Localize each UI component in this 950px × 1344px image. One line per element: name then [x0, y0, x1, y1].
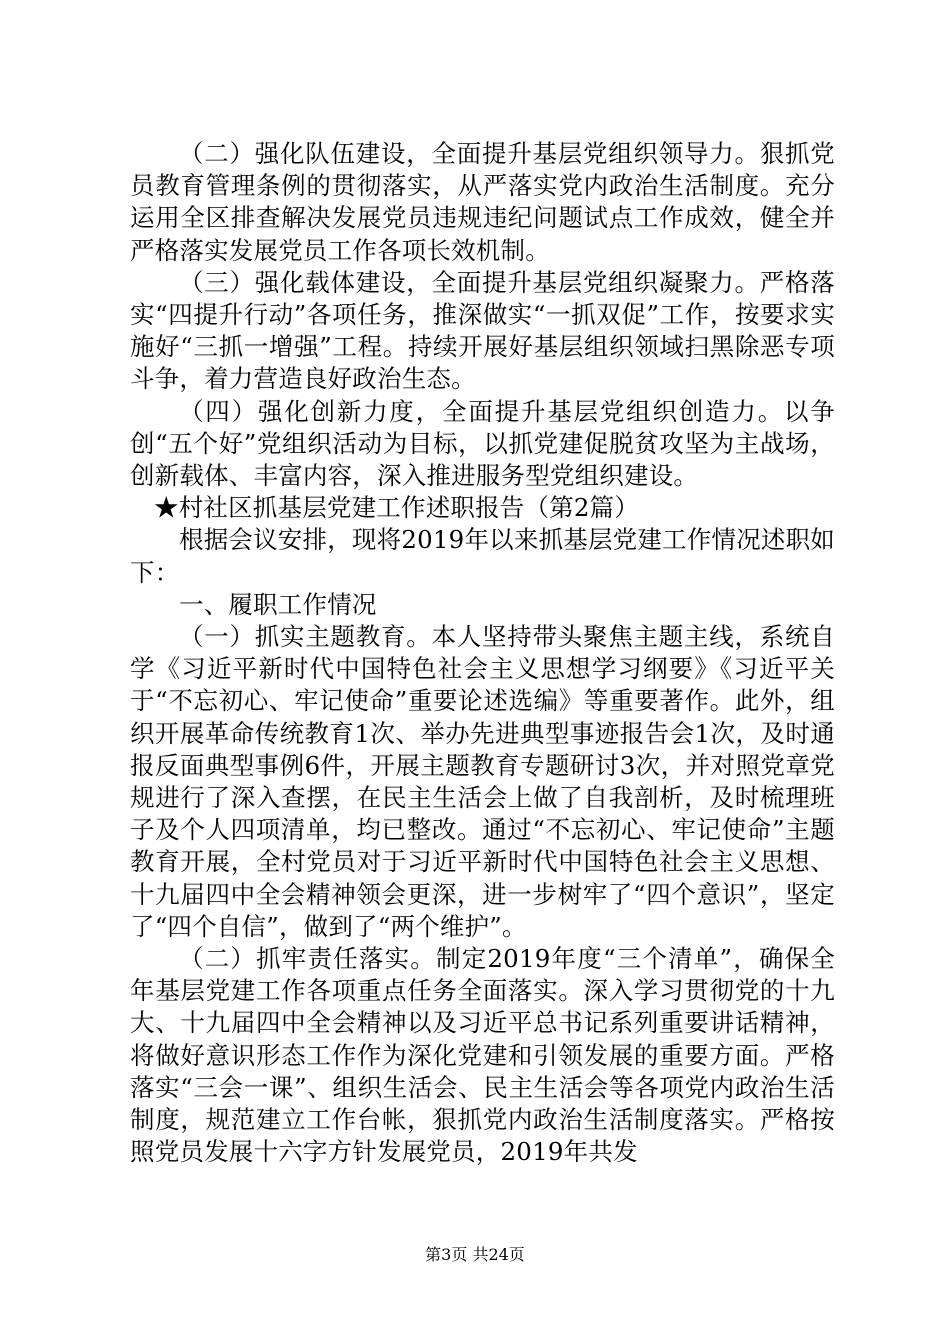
paragraph-team-building: （二）强化队伍建设，全面提升基层党组织领导力。狠抓党员教育管理条例的贯彻落实，从严落实党内政治生活制度。充分运用全区排查解决发展党员违规违纪问题试点工作成效，健全并严格落实发展党员工作各项长效机制。: [130, 139, 835, 265]
paragraph-innovation: （四）强化创新力度，全面提升基层党组织创造力。以争创“五个好”党组织活动为目标，以抓党建促脱贫攻坚为主战场，创新载体、丰富内容，深入推进服务型党组织建设。: [130, 396, 835, 491]
paragraph-responsibility: （二）抓牢责任落实。制定2019年度“三个清单”，确保全年基层党建工作各项重点任务全面落实。深入学习贯彻党的十九大、十九届四中全会精神以及习近平总书记系列重要讲话精神，将做好意识形态工作作为深化党建和引领发展的重要方面。严格落实“三会一课”、组织生活会、民主生活会等各项党内政治生活制度，规范建立工作台帐，狠抓党内政治生活制度落实。严格按照党员发展十六字方针发展党员，2019年共发: [130, 944, 835, 1167]
paragraph-theme-education: （一）抓实主题教育。本人坚持带头聚焦主题主线，系统自学《习近平新时代中国特色社会主义思想学习纲要》《习近平关于“不忘初心、牢记使命”重要论述选编》等重要著作。此外，组织开展革命传统教育1次、举办先进典型事迹报告会1次，及时通报反面典型事例6件，开展主题教育专题研讨3次，并对照党章党规进行了深入查摆，在民主生活会上做了自我剖析，及时梳理班子及个人四项清单，均已整改。通过“不忘初心、牢记使命”主题教育开展，全村党员对于习近平新时代中国特色社会主义思想、十九届四中全会精神领会更深，进一步树牢了“四个意识”，坚定了“四个自信”，做到了“两个维护”。: [130, 622, 835, 941]
page-footer: 第3页 共24页: [425, 1245, 525, 1264]
subheading-duty-performance: 一、履职工作情况: [179, 589, 377, 619]
document-body: [130, 138, 835, 1169]
section-heading-report-2: ★村社区抓基层党建工作述职报告（第2篇）: [154, 493, 640, 523]
paragraph-carrier-building: （三）强化载体建设，全面提升基层党组织凝聚力。严格落实“四提升行动”各项任务，推深做实“一抓双促”工作，按要求实施好“三抓一增强”工程。持续开展好基层组织领域扫黑除恶专项斗争，着力营造良好政治生态。: [130, 267, 835, 394]
paragraph-intro: 根据会议安排，现将2019年以来抓基层党建工作情况述职如下：: [130, 525, 835, 587]
